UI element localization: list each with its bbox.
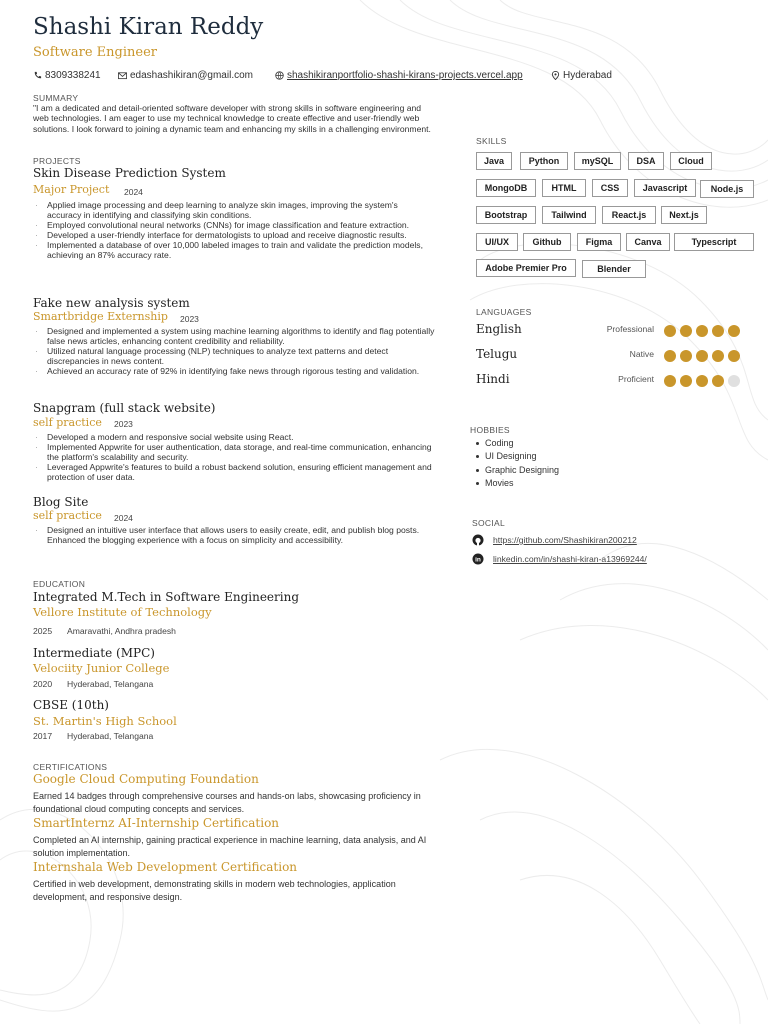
rating-dot bbox=[680, 375, 692, 387]
location-contact bbox=[551, 70, 612, 81]
project-title: Skin Disease Prediction System bbox=[33, 166, 226, 180]
rating-dot bbox=[728, 325, 740, 337]
language-rating bbox=[664, 325, 740, 337]
location-pin-icon bbox=[551, 71, 560, 80]
rating-dot bbox=[664, 325, 676, 337]
project-bullets bbox=[33, 200, 433, 260]
skill-chip: Python bbox=[520, 152, 568, 170]
github-url[interactable]: https://github.com/Shashikiran200212 bbox=[493, 535, 637, 545]
education-location: Hyderabad, Telangana bbox=[67, 679, 154, 689]
language-level: Proficient bbox=[618, 374, 654, 384]
bullet-item: · Developed a modern and responsive social website using React. bbox=[33, 432, 433, 442]
job-title: Software Engineer bbox=[33, 45, 158, 60]
skill-chip: Github bbox=[523, 233, 571, 251]
education-year: 2025 bbox=[33, 626, 53, 636]
project-subtitle: self practice bbox=[33, 509, 102, 522]
github-link[interactable] bbox=[472, 534, 637, 546]
hobby-item: Coding bbox=[476, 438, 514, 448]
portfolio-link[interactable]: shashikiranportfolio-shashi-kirans-projects.vercel.app bbox=[287, 70, 523, 81]
location-text: Hyderabad bbox=[563, 70, 612, 81]
skill-chip: Tailwind bbox=[542, 206, 596, 224]
rating-dot bbox=[664, 375, 676, 387]
bullet-item: · Developed a user-friendly interface for dermatologists to upload and receive diagnostic results. bbox=[33, 230, 433, 240]
project-year: 2023 bbox=[180, 314, 199, 324]
project-bullets bbox=[33, 432, 433, 482]
skill-chip: UI/UX bbox=[476, 233, 518, 251]
education-degree: Intermediate (MPC) bbox=[33, 646, 155, 660]
rating-dot bbox=[680, 325, 692, 337]
rating-dot bbox=[680, 350, 692, 362]
language-name: Hindi bbox=[476, 372, 510, 386]
project-subtitle: Smartbridge Externship bbox=[33, 310, 168, 323]
skill-chip: Cloud bbox=[670, 152, 712, 170]
language-name: English bbox=[476, 322, 522, 336]
project-year: 2023 bbox=[114, 419, 133, 429]
project-title: Fake new analysis system bbox=[33, 296, 190, 310]
certifications-heading: CERTIFICATIONS bbox=[33, 762, 108, 772]
hobby-item: UI Designing bbox=[476, 451, 537, 461]
languages-heading: LANGUAGES bbox=[476, 307, 532, 317]
certification-description: Completed an AI internship, gaining practical experience in machine learning, data analysis, and AI solution implementation. bbox=[33, 835, 427, 858]
project-year: 2024 bbox=[124, 187, 143, 197]
language-level: Native bbox=[629, 349, 654, 359]
skill-chip: React.js bbox=[602, 206, 656, 224]
certification-title: SmartInternz AI-Internship Certification bbox=[33, 816, 280, 830]
skill-chip: mySQL bbox=[574, 152, 621, 170]
education-degree: Integrated M.Tech in Software Engineering bbox=[33, 590, 300, 604]
bullet-item: · Leveraged Appwrite's features to build a robust backend solution, ensuring efficient management and protection of user data. bbox=[33, 462, 433, 482]
phone-contact bbox=[33, 70, 101, 81]
bullet-item: · Implemented a database of over 10,000 labeled images to train and validate the prediction models, achieving an 87% accuracy rate. bbox=[33, 240, 433, 260]
education-location: Hyderabad, Telangana bbox=[67, 731, 154, 741]
rating-dot bbox=[696, 325, 708, 337]
education-school: Velociity Junior College bbox=[33, 661, 170, 675]
certification-description: Earned 14 badges through comprehensive courses and hands-on labs, showcasing proficiency in foundational cloud computing concepts and services. bbox=[33, 791, 421, 814]
phone-icon bbox=[33, 71, 42, 80]
project-subtitle: self practice bbox=[33, 416, 102, 429]
education-school: Vellore Institute of Technology bbox=[33, 605, 212, 619]
education-degree: CBSE (10th) bbox=[33, 698, 109, 712]
skill-chip: DSA bbox=[628, 152, 664, 170]
social-heading: SOCIAL bbox=[472, 518, 505, 528]
language-name: Telugu bbox=[476, 347, 518, 361]
skill-chip: CSS bbox=[592, 179, 628, 197]
education-heading: EDUCATION bbox=[33, 579, 86, 589]
education-location: Amaravathi, Andhra pradesh bbox=[67, 626, 176, 636]
skill-chip: Java bbox=[476, 152, 512, 170]
hobby-item: Graphic Designing bbox=[476, 465, 559, 475]
skill-chip: Figma bbox=[577, 233, 621, 251]
linkedin-icon bbox=[472, 553, 484, 565]
skill-chip: Node.js bbox=[700, 180, 754, 198]
email-address[interactable]: edashashikiran@gmail.com bbox=[130, 70, 253, 81]
linkedin-url[interactable]: linkedin.com/in/shashi-kiran-a13969244/ bbox=[493, 554, 647, 564]
rating-dot bbox=[696, 375, 708, 387]
skill-chip: Bootstrap bbox=[476, 206, 536, 224]
bullet-item: · Designed an intuitive user interface that allows users to easily create, edit, and publish blog posts. Enhanced the blogging experience with a focus on simplicity and accessibility. bbox=[33, 525, 433, 545]
hobbies-heading: HOBBIES bbox=[470, 425, 510, 435]
certification-title: Internshala Web Development Certification bbox=[33, 860, 298, 874]
rating-dot bbox=[664, 350, 676, 362]
rating-dot bbox=[728, 350, 740, 362]
phone-number: 8309338241 bbox=[45, 70, 101, 81]
project-title: Blog Site bbox=[33, 495, 89, 509]
skills-heading: SKILLS bbox=[476, 136, 507, 146]
education-school: St. Martin's High School bbox=[33, 714, 177, 728]
summary-text: "I am a dedicated and detail-oriented software developer with strong skills in software engineering and web technologies. I am eager to use my technical knowledge to create effective and user-friendly web solutions. I look forward to joining a dynamic team and enhancing my skills in a challenging environment. bbox=[33, 103, 431, 134]
hobby-item: Movies bbox=[476, 478, 514, 488]
skill-chip: Adobe Premier Pro bbox=[476, 259, 576, 277]
email-contact[interactable] bbox=[118, 70, 253, 81]
certification-title: Google Cloud Computing Foundation bbox=[33, 772, 259, 786]
github-icon bbox=[472, 534, 484, 546]
education-year: 2020 bbox=[33, 679, 53, 689]
bullet-item: · Employed convolutional neural networks (CNNs) for image classification and feature extraction. bbox=[33, 220, 433, 230]
skill-chip: Next.js bbox=[661, 206, 707, 224]
skill-chip: MongoDB bbox=[476, 179, 536, 197]
skill-chip: Typescript bbox=[674, 233, 754, 251]
skill-chip: Canva bbox=[626, 233, 670, 251]
candidate-name: Shashi Kiran Reddy bbox=[33, 14, 264, 40]
language-rating bbox=[664, 350, 740, 362]
education-year: 2017 bbox=[33, 731, 53, 741]
project-title: Snapgram (full stack website) bbox=[33, 401, 216, 415]
skill-chip: Javascript bbox=[634, 179, 696, 197]
rating-dot bbox=[712, 375, 724, 387]
certification-description: Certified in web development, demonstrating skills in modern web technologies, application development, and responsive design. bbox=[33, 879, 396, 902]
project-subtitle: Major Project bbox=[33, 183, 110, 196]
bullet-item: · Implemented Appwrite for user authentication, data storage, and real-time communication, enhancing the platform's scalability and security. bbox=[33, 442, 433, 462]
project-year: 2024 bbox=[114, 513, 133, 523]
rating-dot bbox=[728, 375, 740, 387]
project-bullets bbox=[33, 326, 443, 376]
summary-heading: SUMMARY bbox=[33, 93, 79, 103]
rating-dot bbox=[712, 325, 724, 337]
language-level: Professional bbox=[606, 324, 654, 334]
bullet-item: · Applied image processing and deep learning to analyze skin images, improving the system's accuracy in identifying and classifying skin conditions. bbox=[33, 200, 433, 220]
globe-icon bbox=[275, 71, 284, 80]
rating-dot bbox=[696, 350, 708, 362]
project-bullets bbox=[33, 525, 433, 545]
mail-icon bbox=[118, 71, 127, 80]
skill-chip: HTML bbox=[542, 179, 586, 197]
bullet-item: · Designed and implemented a system using machine learning algorithms to identify and flag potentially false news articles, enhancing content credibility and reliability. bbox=[33, 326, 443, 346]
projects-heading: PROJECTS bbox=[33, 156, 81, 166]
bullet-item: · Achieved an accuracy rate of 92% in identifying fake news through rigorous testing and validation. bbox=[33, 366, 443, 376]
portfolio-contact[interactable] bbox=[275, 70, 523, 81]
language-rating bbox=[664, 375, 740, 387]
bullet-item: · Utilized natural language processing (NLP) techniques to analyze text patterns and detect discrepancies in news content. bbox=[33, 346, 443, 366]
skill-chip: Blender bbox=[582, 260, 646, 278]
svg-text:in: in bbox=[475, 556, 481, 564]
linkedin-link[interactable] bbox=[472, 553, 647, 565]
rating-dot bbox=[712, 350, 724, 362]
